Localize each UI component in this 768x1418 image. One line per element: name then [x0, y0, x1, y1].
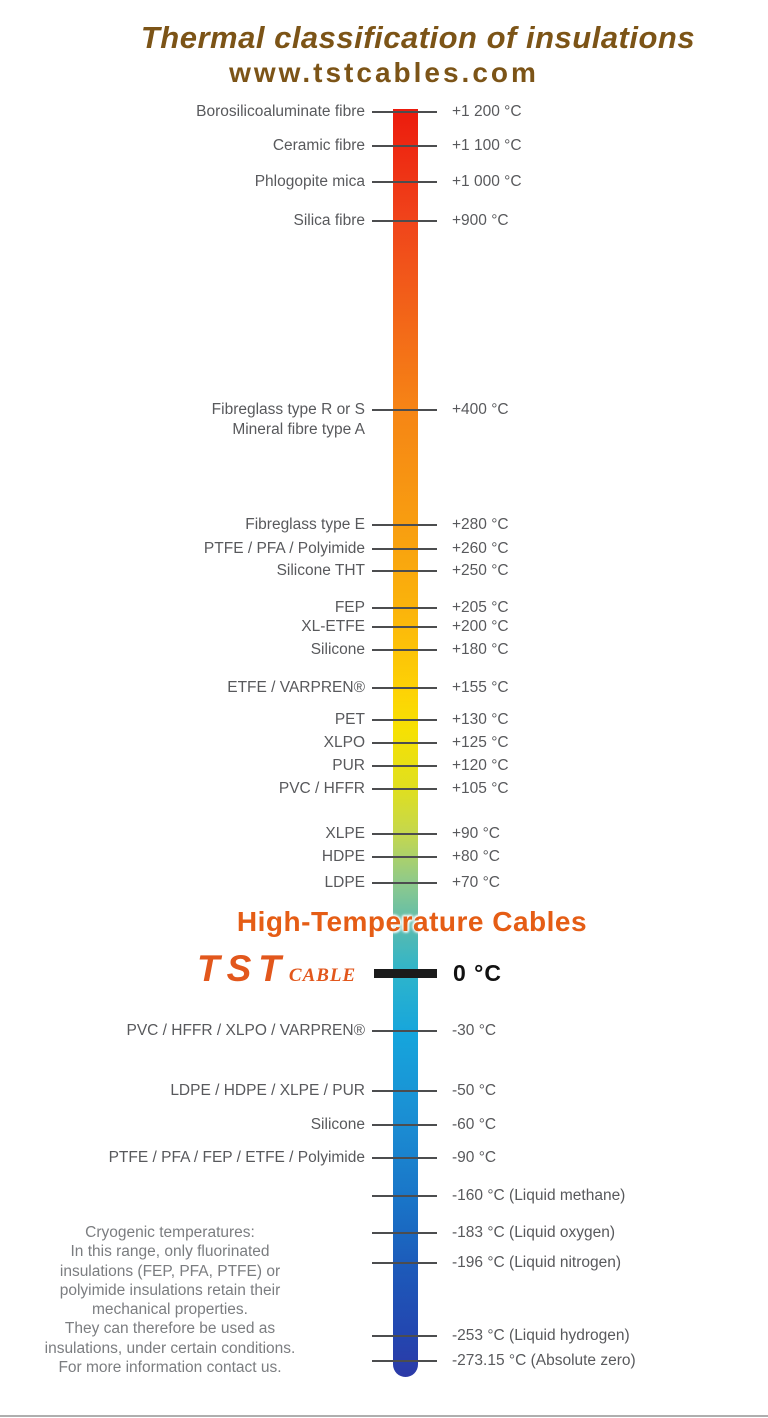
material-label: Fibreglass type E [245, 516, 365, 533]
temperature-label: +260 °C [452, 540, 509, 557]
scale-tick [372, 856, 437, 858]
material-label: PVC / HFFR [278, 780, 365, 797]
temperature-label: -90 °C [452, 1149, 497, 1166]
scale-tick [372, 1262, 437, 1264]
scale-tick [372, 882, 437, 884]
scale-tick [372, 548, 437, 550]
cryogenic-note-line: They can therefore be used as [64, 1320, 276, 1338]
material-label: PTFE / PFA / FEP / ETFE / Polyimide [108, 1149, 365, 1166]
material-label-line2: Mineral fibre type A [232, 421, 365, 438]
scale-tick [372, 145, 437, 147]
material-label: ETFE / VARPREN® [227, 679, 365, 696]
temperature-label: +280 °C [452, 516, 509, 533]
logo-brand-name: TST [197, 948, 288, 989]
temperature-label: +105 °C [452, 780, 509, 797]
scale-tick [372, 409, 437, 411]
material-label: PET [334, 711, 365, 728]
temperature-label: +80 °C [452, 848, 500, 865]
scale-tick [372, 111, 437, 113]
scale-tick [372, 607, 437, 609]
scale-tick [372, 719, 437, 721]
temperature-label: +130 °C [452, 711, 509, 728]
material-label: Phlogopite mica [254, 173, 365, 190]
page-title: Thermal classification of insulations [140, 20, 696, 55]
material-label: FEP [334, 599, 365, 616]
scale-tick [372, 649, 437, 651]
scale-tick [372, 788, 437, 790]
high-temperature-cables-label: High-Temperature Cables [236, 906, 588, 937]
scale-tick [372, 765, 437, 767]
temperature-label: +1 200 °C [452, 103, 522, 120]
temperature-label: +70 °C [452, 874, 500, 891]
material-label: LDPE / HDPE / XLPE / PUR [170, 1082, 365, 1099]
material-label: HDPE [321, 848, 365, 865]
scale-tick [372, 1335, 437, 1337]
zero-tick [374, 969, 437, 978]
cryogenic-note-line: polyimide insulations retain their [59, 1281, 281, 1299]
material-label: Silicone [310, 641, 365, 658]
cryogenic-note-line: Cryogenic temperatures: [85, 1224, 255, 1241]
tst-cable-logo [197, 948, 356, 990]
material-label: Ceramic fibre [272, 137, 365, 154]
material-label: LDPE [324, 874, 365, 891]
scale-tick [372, 220, 437, 222]
temperature-label: +155 °C [452, 679, 509, 696]
temperature-label: +200 °C [452, 618, 509, 635]
temperature-label: +125 °C [452, 734, 509, 751]
cryogenic-note-line: mechanical properties. [92, 1301, 248, 1319]
temperature-label: +205 °C [452, 599, 509, 616]
scale-tick [372, 1195, 437, 1197]
temperature-label: +900 °C [452, 212, 509, 229]
material-label: PTFE / PFA / Polyimide [203, 540, 365, 557]
material-label: XLPE [325, 825, 365, 842]
cryogenic-note-line: insulations (FEP, PFA, PTFE) or [59, 1262, 281, 1280]
website-url: www.tstcables.com [229, 57, 539, 88]
logo-brand-suffix: CABLE [288, 965, 357, 986]
scale-tick [372, 1157, 437, 1159]
material-label: Fibreglass type R or S [211, 401, 365, 418]
temperature-label: -273.15 °C (Absolute zero) [452, 1352, 636, 1369]
temperature-label: +250 °C [452, 562, 509, 579]
material-label: PVC / HFFR / XLPO / VARPREN® [126, 1022, 365, 1039]
scale-tick [372, 687, 437, 689]
temperature-label: -196 °C (Liquid nitrogen) [452, 1254, 622, 1271]
scale-tick [372, 1030, 437, 1032]
bottom-edge-line [0, 1415, 768, 1417]
temperature-label: +90 °C [452, 825, 500, 842]
cryogenic-note-line: For more information contact us. [58, 1359, 282, 1377]
scale-tick [372, 1090, 437, 1092]
scale-tick [372, 833, 437, 835]
material-label: Silicone [310, 1116, 365, 1133]
material-label: Silica fibre [293, 212, 365, 229]
material-label: Borosilicoaluminate fibre [196, 103, 365, 120]
material-label: Silicone THT [276, 562, 365, 579]
scale-tick [372, 181, 437, 183]
cryogenic-note-line: insulations, under certain conditions. [44, 1339, 296, 1357]
scale-tick [372, 1124, 437, 1126]
cryogenic-note-line: In this range, only fluorinated [70, 1243, 270, 1261]
temperature-label: 0 °C [453, 960, 502, 986]
scale-tick [372, 1232, 437, 1234]
temperature-label: -30 °C [452, 1022, 497, 1039]
temperature-label: -183 °C (Liquid oxygen) [452, 1224, 616, 1241]
scale-tick [372, 742, 437, 744]
temperature-label: +1 000 °C [452, 173, 522, 190]
temperature-label: -253 °C (Liquid hydrogen) [452, 1327, 630, 1344]
material-label: PUR [332, 757, 365, 774]
scale-tick [372, 1360, 437, 1362]
scale-tick [372, 570, 437, 572]
temperature-label: +400 °C [452, 401, 509, 418]
cryogenic-note [8, 1223, 332, 1377]
material-label: XL-ETFE [301, 618, 365, 635]
temperature-label: +180 °C [452, 641, 509, 658]
temperature-label: -160 °C (Liquid methane) [452, 1187, 626, 1204]
temperature-label: +120 °C [452, 757, 509, 774]
temperature-label: -50 °C [452, 1082, 497, 1099]
material-label: XLPO [323, 734, 365, 751]
scale-tick [372, 626, 437, 628]
scale-tick [372, 524, 437, 526]
temperature-label: +1 100 °C [452, 137, 522, 154]
temperature-label: -60 °C [452, 1116, 497, 1133]
